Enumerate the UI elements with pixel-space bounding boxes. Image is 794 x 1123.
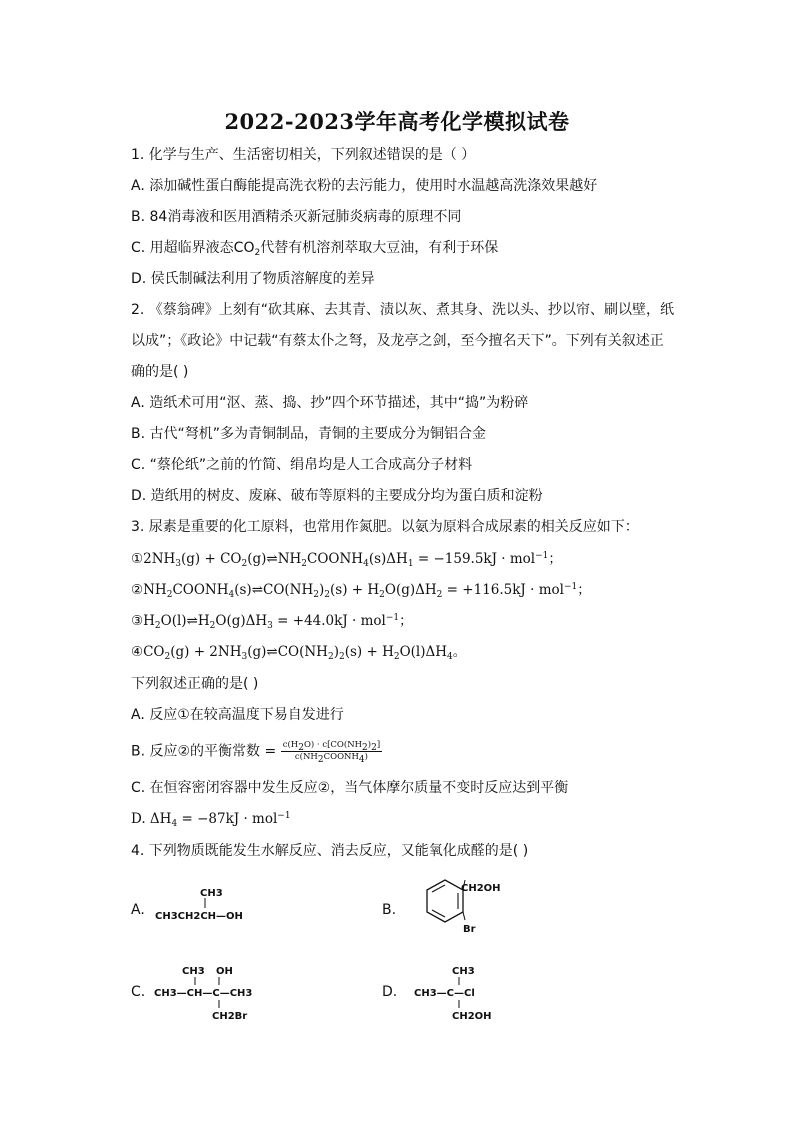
q3-reaction-2: $②NH_2COONH_4(s)\rightleftharpoons CO(NH_2)_2(s) + H_2O(g)\Delta H_2 = +116.5kJ \cdot mol^{-1}$； [131, 582, 591, 600]
structure-a [150, 884, 260, 926]
q3-r1-value: −159.5kJ · mol [433, 551, 536, 567]
q3-option-b-text: B. 反应②的平衡常数 = [131, 743, 277, 760]
q4-option-b-label[interactable]: B. [382, 902, 397, 918]
q4-option-c-label[interactable]: C. [131, 984, 146, 1000]
struct-c-main: CH3—CH—C—CH3 [154, 988, 253, 999]
q1-stem: 1. 化学与生产、生活密切相关，下列叙述错误的是（ ） [131, 147, 476, 163]
equilibrium-fraction: $\frac{c(H_2O) \cdot c[CO(NH_2)_2]}{c(NH_2COONH_4)}$ [282, 740, 381, 765]
struct-c-bottom: CH2Br [212, 1011, 248, 1022]
q4-option-d-label[interactable]: D. [382, 984, 398, 1000]
q2-stem-line1: 2. 《蔡翁碑》上刻有“砍其麻、去其青、渍以灰、煮其身、洗以头、抄以帘、刷以壁，纸 [131, 302, 675, 318]
q3-option-b[interactable] [131, 740, 382, 763]
q1-option-c-sub: 2 [254, 248, 261, 258]
q3-reaction-4: $④CO_2(g)$ + $2NH_3(g)\rightleftharpoons CO(NH_2)_2(s) + H_2O(l)\Delta H_4$。 [131, 644, 467, 662]
q3-reaction-3: $③H_2O(l)\rightleftharpoons H_2O(g)\Delta H_3 = +44.0kJ \cdot mol^{-1}$； [131, 613, 413, 631]
q1-option-c-post: 代替有机溶剂萃取大豆油，有利于环保 [260, 240, 499, 256]
struct-b-bottom: Br [463, 924, 476, 935]
struct-b-top: CH2OH [461, 883, 501, 894]
q2-option-b[interactable]: B. 古代“弩机”多为青铜制品，青铜的主要成分为铜铝合金 [131, 426, 487, 442]
q3-option-a[interactable]: A. 反应①在较高温度下易自发进行 [131, 707, 344, 723]
struct-d-top: CH3 [452, 966, 475, 977]
q3-ask: 下列叙述正确的是( ) [131, 676, 259, 692]
q1-option-a[interactable]: A. 添加碱性蛋白酶能提高洗衣粉的去污能力，使用时水温越高洗涤效果越好 [131, 178, 598, 194]
structure-b [405, 876, 515, 938]
struct-a-main: CH3CH2CH—OH [155, 911, 243, 922]
q3-reaction-1: $①2NH_3(g)$ + $CO_2(g)\rightleftharpoons NH_2COONH_4(s)\Delta H_1 = -159.5kJ \cdot mol^{-1}$； [131, 551, 562, 569]
q2-option-c[interactable]: C. “蔡伦纸”之前的竹简、绢帛均是人工合成高分子材料 [131, 457, 473, 473]
q3-r3-value: +44.0kJ · mol [292, 613, 386, 629]
struct-c-top1: CH3 [182, 966, 205, 977]
q1-option-b[interactable]: B. 84消毒液和医用酒精杀灭新冠肺炎病毒的原理不同 [131, 209, 462, 225]
structure-d [410, 960, 520, 1024]
q2-option-a[interactable]: A. 造纸术可用“沤、蒸、捣、抄”四个环节描述，其中“捣”为粉碎 [131, 395, 529, 411]
page-title: 2022-2023学年高考化学模拟试卷 [224, 109, 570, 134]
q4-stem: 4. 下列物质既能发生水解反应、消去反应，又能氧化成醛的是( ) [131, 843, 529, 859]
q3-option-d[interactable]: D. $\Delta H_4 = -87kJ \cdot mol^{-1}$ [131, 811, 291, 829]
structure-c [150, 960, 280, 1024]
q1-option-c-pre: C. 用超临界液态CO [131, 240, 255, 256]
q2-stem-line3: 确的是( ) [131, 364, 189, 380]
q3-option-c[interactable]: C. 在恒容密闭容器中发生反应②，当气体摩尔质量不变时反应达到平衡 [131, 780, 569, 796]
struct-c-top2: OH [216, 966, 233, 977]
q4-option-a-label[interactable]: A. [131, 902, 145, 918]
struct-d-bottom: CH2OH [452, 1011, 492, 1022]
q1-option-d[interactable]: D. 侯氏制碱法利用了物质溶解度的差异 [131, 271, 375, 287]
q2-option-d[interactable]: D. 造纸用的树皮、废麻、破布等原料的主要成分均为蛋白质和淀粉 [131, 488, 543, 504]
q3-d-value: −87kJ · mol [197, 811, 278, 827]
q2-stem-line2: 以成”；《政论》中记载“有蔡太仆之弩，及龙亭之剑，至今擅名天下”。下列有关叙述正 [131, 333, 664, 349]
q3-stem: 3. 尿素是重要的化工原料，也常用作氮肥。以氨为原料合成尿素的相关反应如下： [131, 519, 639, 535]
struct-a-top: CH3 [200, 888, 223, 899]
q3-r2-value: +116.5kJ · mol [462, 582, 564, 598]
q1-option-c[interactable] [131, 239, 498, 257]
struct-d-main: CH3—C—Cl [414, 988, 475, 999]
